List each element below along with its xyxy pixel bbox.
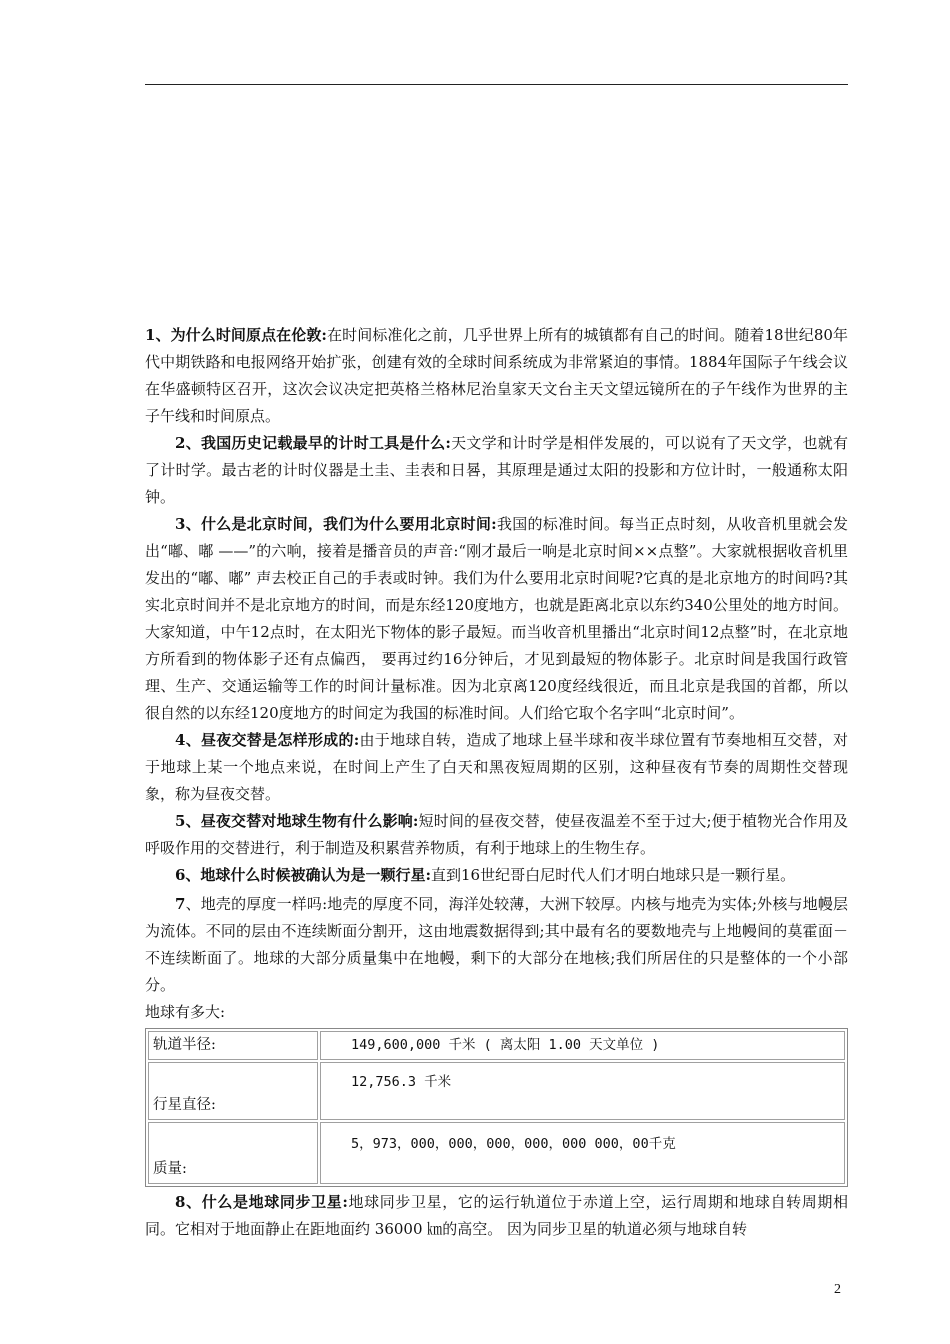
section-heading: 6、地球什么时候被确认为是一颗行星:: [175, 866, 431, 884]
section-3: [145, 511, 848, 727]
section-heading: 5、昼夜交替对地球生物有什么影响:: [175, 812, 419, 830]
orbit-radius-label: 轨道半径:: [148, 1031, 318, 1060]
diameter-label: 行星直径:: [148, 1062, 318, 1120]
section-number: 7: [175, 895, 186, 913]
document-body: [145, 322, 848, 1243]
section-body: 我国的标准时间。每当正点时刻，从收音机里就会发出“嘟、嘟 ——”的六响，接着是播音员的声音:“刚才最后一响是北京时间××点整”。大家就根据收音机里发出的“嘟、嘟” 声去校正自己的手表或时钟。我们为什么要用北京时间呢?它真的是北京地方的时间吗?其实北京时间并不是北京地方的时间，而是东经120度地方，也就是距离北京以东约340公里处的地方时间。大家知道，中午12点时，在太阳光下物体的影子最短。而当收音机里播出“北京时间12点整”时，在北京地方所看到的物体影子还有点偏西， 要再过约16分钟后，才见到最短的物体影子。北京时间是我国行政管理、生产、交通运输等工作的时间计量标准。因为北京离120度经线很近，而且北京是我国的首都，所以很自然的以东经120度地方的时间定为我国的标准时间。人们给它取个名字叫“北京时间”。: [145, 515, 848, 722]
section-5: [145, 808, 848, 862]
section-1: [145, 322, 848, 430]
section-heading: 4、昼夜交替是怎样形成的:: [175, 731, 360, 749]
section-body: 地球同步卫星，它的运行轨道位于赤道上空，运行周期和地球自转周期相同。它相对于地面静止在距地面约 36000 ㎞的高空。 因为同步卫星的轨道必须与地球自转: [145, 1193, 848, 1238]
section-body: 由于地球自转，造成了地球上昼半球和夜半球位置有节奏地相互交替，对于地球上某一个地点来说，在时间上产生了白天和黑夜短周期的区别，这种昼夜有节奏的周期性交替现象，称为昼夜交替。: [145, 731, 848, 803]
section-heading: 1、为什么时间原点在伦敦:: [145, 326, 327, 344]
table-row: [148, 1062, 845, 1120]
diameter-value: 12,756.3 千米: [320, 1062, 845, 1120]
mass-label: 质量:: [148, 1122, 318, 1184]
section-heading: 3、什么是北京时间，我们为什么要用北京时间:: [175, 515, 497, 533]
section-7: [145, 891, 848, 999]
section-body: 直到16世纪哥白尼时代人们才明白地球只是一颗行星。: [430, 866, 796, 884]
section-8: [145, 1189, 848, 1243]
section-heading: 2、我国历史记载最早的计时工具是什么:: [175, 434, 451, 452]
section-body: 天文学和计时学是相伴发展的，可以说有了天文学，也就有了计时学。最古老的计时仪器是土圭、圭表和日晷，其原理是通过太阳的投影和方位计时，一般通称太阳钟。: [145, 434, 848, 506]
section-heading: 8、什么是地球同步卫星:: [175, 1193, 348, 1211]
earth-size-caption: 地球有多大:: [145, 1003, 226, 1021]
header-rule: [145, 84, 848, 85]
table-row: [148, 1122, 845, 1184]
section-6: [145, 862, 848, 889]
page-number: 2: [834, 1282, 841, 1297]
section-body: 短时间的昼夜交替，使昼夜温差不至于过大;便于植物光合作用及呼吸作用的交替进行，利于制造及积累营养物质，有利于地球上的生物生存。: [145, 812, 848, 857]
orbit-radius-value: 149,600,000 千米 ( 离太阳 1.00 天文单位 ): [320, 1031, 845, 1060]
table-row: [148, 1031, 845, 1060]
section-body: 、地壳的厚度一样吗:地壳的厚度不同，海洋处较薄，大洲下较厚。内核与地壳为实体;外核与地幔层为流体。不同的层由不连续断面分割开，这由地震数据得到;其中最有名的要数地壳与上地幔间的莫霍面－不连续断面了。地球的大部分质量集中在地幔，剩下的大部分在地核;我们所居住的只是整体的一个小部分。: [145, 895, 848, 994]
section-body: 在时间标准化之前，几乎世界上所有的城镇都有自己的时间。随着18世纪80年代中期铁路和电报网络开始扩张，创建有效的全球时间系统成为非常紧迫的事情。1884年国际子午线会议在华盛顿特区召开，这次会议决定把英格兰格林尼治皇家天文台主天文望远镜所在的子午线作为世界的主子午线和时间原点。: [145, 326, 848, 425]
earth-size-table: [145, 1028, 848, 1187]
section-2: [145, 430, 848, 511]
section-4: [145, 727, 848, 808]
mass-value: 5，973，000，000，000，000，000 000，00千克: [320, 1122, 845, 1184]
